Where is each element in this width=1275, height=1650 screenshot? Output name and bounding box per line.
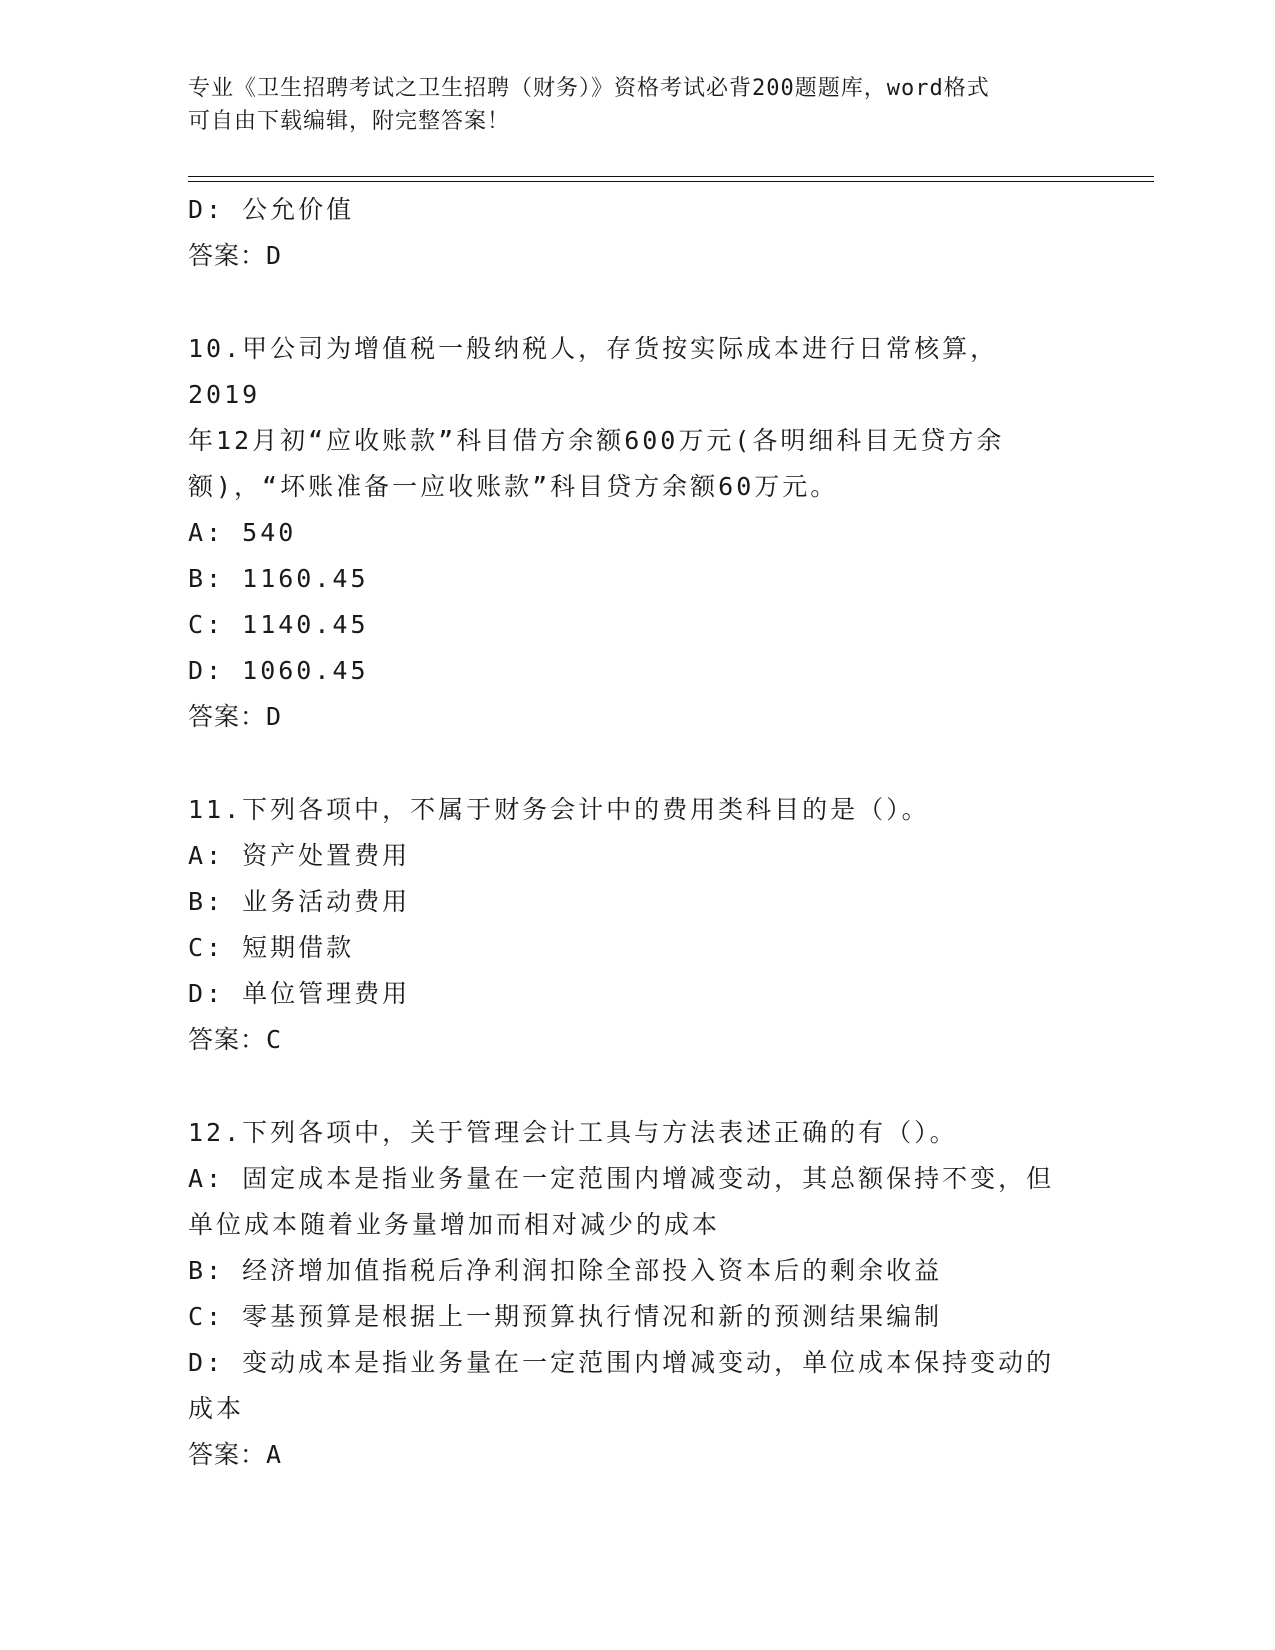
q10-option-a: A: 540 [188, 518, 297, 547]
spacer [188, 279, 1068, 326]
q12-option-a-line-1: A: 固定成本是指业务量在一定范围内增减变动，其总额保持不变，但 [188, 1164, 1055, 1193]
page-header [188, 72, 1068, 138]
q10-stem-line-3: 额)，“坏账准备一应收账款”科目贷方余额60万元。 [188, 472, 839, 501]
q12-option-a-line-2: 单位成本随着业务量增加而相对减少的成本 [188, 1210, 721, 1239]
spacer [188, 1063, 1068, 1110]
prev-option-d: D: 公允价值 [188, 195, 355, 224]
q10-stem-line-1: 10.甲公司为增值税一般纳税人，存货按实际成本进行日常核算，2019 [188, 334, 999, 409]
q11-option-d: D: 单位管理费用 [188, 979, 411, 1008]
q10-answer: 答案：D [188, 702, 283, 731]
prev-answer: 答案：D [188, 241, 283, 270]
header-divider-bottom [188, 181, 1154, 182]
header-divider-top [188, 176, 1154, 177]
spacer [188, 740, 1068, 787]
q10-option-d: D: 1060.45 [188, 656, 369, 685]
q12-option-b: B: 经济增加值指税后净利润扣除全部投入资本后的剩余收益 [188, 1256, 943, 1285]
q12-option-c: C: 零基预算是根据上一期预算执行情况和新的预测结果编制 [188, 1302, 943, 1331]
q11-answer: 答案：C [188, 1025, 283, 1054]
q12-option-d-line-2: 成本 [188, 1394, 245, 1423]
q12-stem: 12.下列各项中，关于管理会计工具与方法表述正确的有（）。 [188, 1118, 958, 1147]
q11-option-c: C: 短期借款 [188, 933, 355, 962]
q10-option-c: C: 1140.45 [188, 610, 369, 639]
q12-answer: 答案：A [188, 1440, 283, 1469]
question-content [188, 187, 1068, 1478]
q11-option-b: B: 业务活动费用 [188, 887, 411, 916]
q10-stem-line-2: 年12月初“应收账款”科目借方余额600万元(各明细科目无贷方余 [188, 426, 1005, 455]
q11-stem: 11.下列各项中，不属于财务会计中的费用类科目的是（）。 [188, 795, 930, 824]
q10-option-b: B: 1160.45 [188, 564, 369, 593]
header-title-line-2: 可自由下载编辑，附完整答案！ [188, 109, 511, 134]
header-title-line-1: 专业《卫生招聘考试之卫生招聘（财务）》资格考试必背200题题库，word格式 [188, 76, 990, 101]
q12-option-d-line-1: D: 变动成本是指业务量在一定范围内增减变动，单位成本保持变动的 [188, 1348, 1055, 1377]
q11-option-a: A: 资产处置费用 [188, 841, 411, 870]
